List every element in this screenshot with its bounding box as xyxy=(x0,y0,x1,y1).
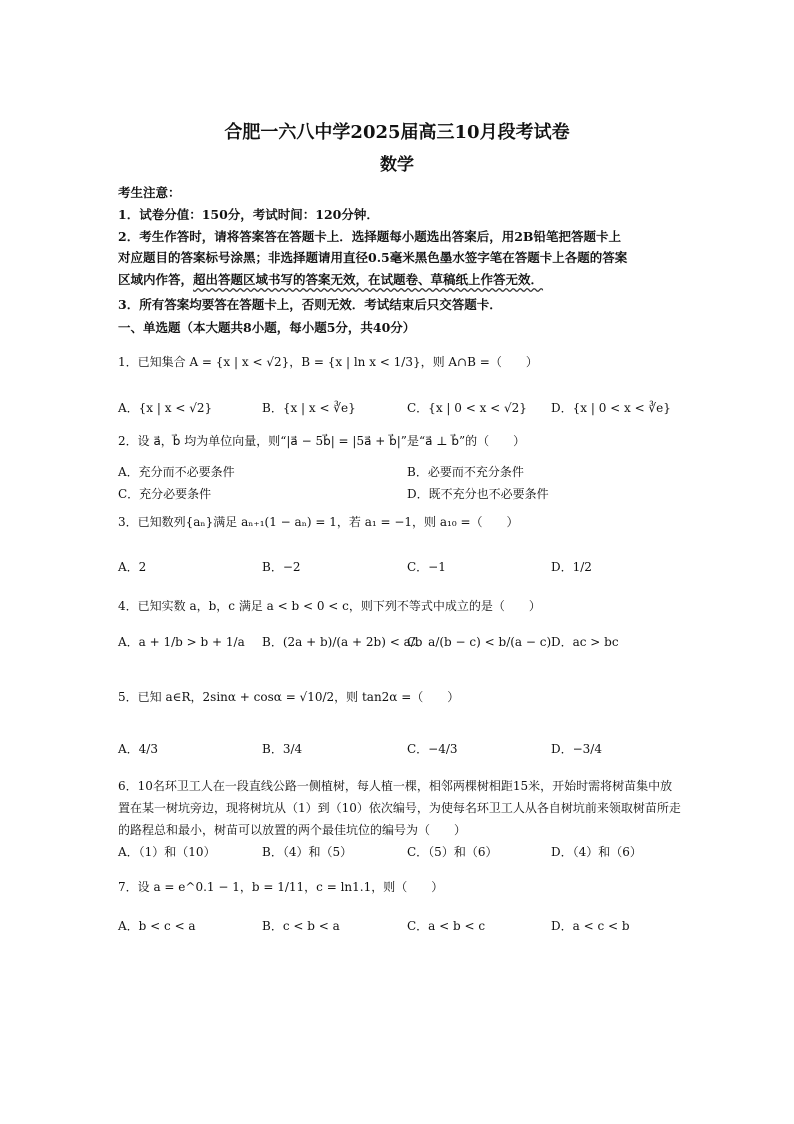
notice-emphasis: 超出答题区域书写的答案无效，在试题卷、草稿纸上作答无效． xyxy=(193,272,544,287)
q6-option-c: C．（5）和（6） xyxy=(407,845,498,859)
notice-heading: 考生注意： xyxy=(118,185,181,200)
q2-option-b: B．必要而不充分条件 xyxy=(407,465,524,479)
question-6-stem-line-2: 置在某一树坑旁边，现将树坑从（1）到（10）依次编号，为使每名环卫工人从各自树坑前来领取树苗所走 xyxy=(118,801,681,815)
question-5-stem: 5．已知 a∈R，2sinα + cosα = √10/2，则 tan2α =（ ） xyxy=(118,690,460,704)
q7-option-c: C．a < b < c xyxy=(407,919,486,933)
q1-option-a: A．{x | x < √2} xyxy=(118,401,213,415)
q5-option-a: A．4/3 xyxy=(118,742,158,756)
q7-option-a: A．b < c < a xyxy=(118,919,196,933)
q3-option-c: C．−1 xyxy=(407,560,446,574)
question-3-stem: 3．已知数列{aₙ}满足 aₙ₊₁(1 − aₙ) = 1，若 a₁ = −1，则 a₁₀ =（ ） xyxy=(118,515,519,529)
section-heading: 一、单选题（本大题共8小题，每小题5分，共40分） xyxy=(118,320,416,335)
notice-item-2-end xyxy=(118,270,543,288)
notice-item-2-cont: 对应题目的答案标号涂黑；非选择题请用直径0.5毫米黑色墨水签字笔在答题卡上各题的答案 xyxy=(118,250,628,265)
q7-option-b: B．c < b < a xyxy=(262,919,340,933)
q2-option-a: A．充分而不必要条件 xyxy=(118,465,235,479)
q4-option-a: A．a + 1/b > b + 1/a xyxy=(118,635,245,649)
question-1-stem: 1．已知集合 A = {x | x < √2}，B = {x | ln x < 1/3}，则 A∩B =（ ） xyxy=(118,355,538,369)
notice-item-2: 2．考生作答时，请将答案答在答题卡上．选择题每小题选出答案后，用2B铅笔把答题卡上 xyxy=(118,229,621,244)
q1-option-c: C．{x | 0 < x < √2} xyxy=(407,401,527,415)
q3-option-a: A．2 xyxy=(118,560,147,574)
q2-option-c: C．充分必要条件 xyxy=(118,487,212,501)
q4-option-d: D．ac > bc xyxy=(551,635,619,649)
exam-title: 合肥一六八中学2025届高三10月段考试卷 xyxy=(224,122,570,143)
q5-option-b: B．3/4 xyxy=(262,742,303,756)
q1-option-d: D．{x | 0 < x < ∛e} xyxy=(551,401,671,415)
q3-option-b: B．−2 xyxy=(262,560,301,574)
q6-option-a: A．（1）和（10） xyxy=(118,845,216,859)
question-6-stem-line-3: 的路程总和最小，树苗可以放置的两个最佳坑位的编号为（ ） xyxy=(118,823,467,837)
q4-option-c: C．a/(b − c) < b/(a − c) xyxy=(407,635,552,649)
q3-option-d: D．1/2 xyxy=(551,560,592,574)
q6-option-d: D．（4）和（6） xyxy=(551,845,642,859)
notice-area-text: 区域内作答， xyxy=(118,272,194,287)
q4-option-b: B．(2a + b)/(a + 2b) < a/b xyxy=(262,635,423,649)
notice-item-3: 3．所有答案均要答在答题卡上，否则无效．考试结束后只交答题卡． xyxy=(118,297,502,312)
question-7-stem: 7．设 a = e^0.1 − 1，b = 1/11，c = ln1.1，则（ ） xyxy=(118,880,444,894)
question-6-stem-line-1: 6．10名环卫工人在一段直线公路一侧植树，每人植一棵，相邻两棵树相距15米，开始时需将树苗集中放 xyxy=(118,779,673,793)
q5-option-c: C．−4/3 xyxy=(407,742,458,756)
q1-option-b: B．{x | x < ∛e} xyxy=(262,401,356,415)
q7-option-d: D．a < c < b xyxy=(551,919,630,933)
q2-option-d: D．既不充分也不必要条件 xyxy=(407,487,549,501)
question-2-stem: 2．设 a⃗，b⃗ 均为单位向量，则“|a⃗ − 5b⃗| = |5a⃗ + b⃗|”是“a⃗ ⊥ b⃗”的（ ） xyxy=(118,434,526,448)
question-4-stem: 4．已知实数 a，b，c 满足 a < b < 0 < c，则下列不等式中成立的是（ ） xyxy=(118,599,541,613)
notice-item-1: 1．试卷分值：150分，考试时间：120分钟． xyxy=(118,207,379,222)
q6-option-b: B．（4）和（5） xyxy=(262,845,353,859)
q5-option-d: D．−3/4 xyxy=(551,742,602,756)
subject-title: 数学 xyxy=(380,155,414,175)
